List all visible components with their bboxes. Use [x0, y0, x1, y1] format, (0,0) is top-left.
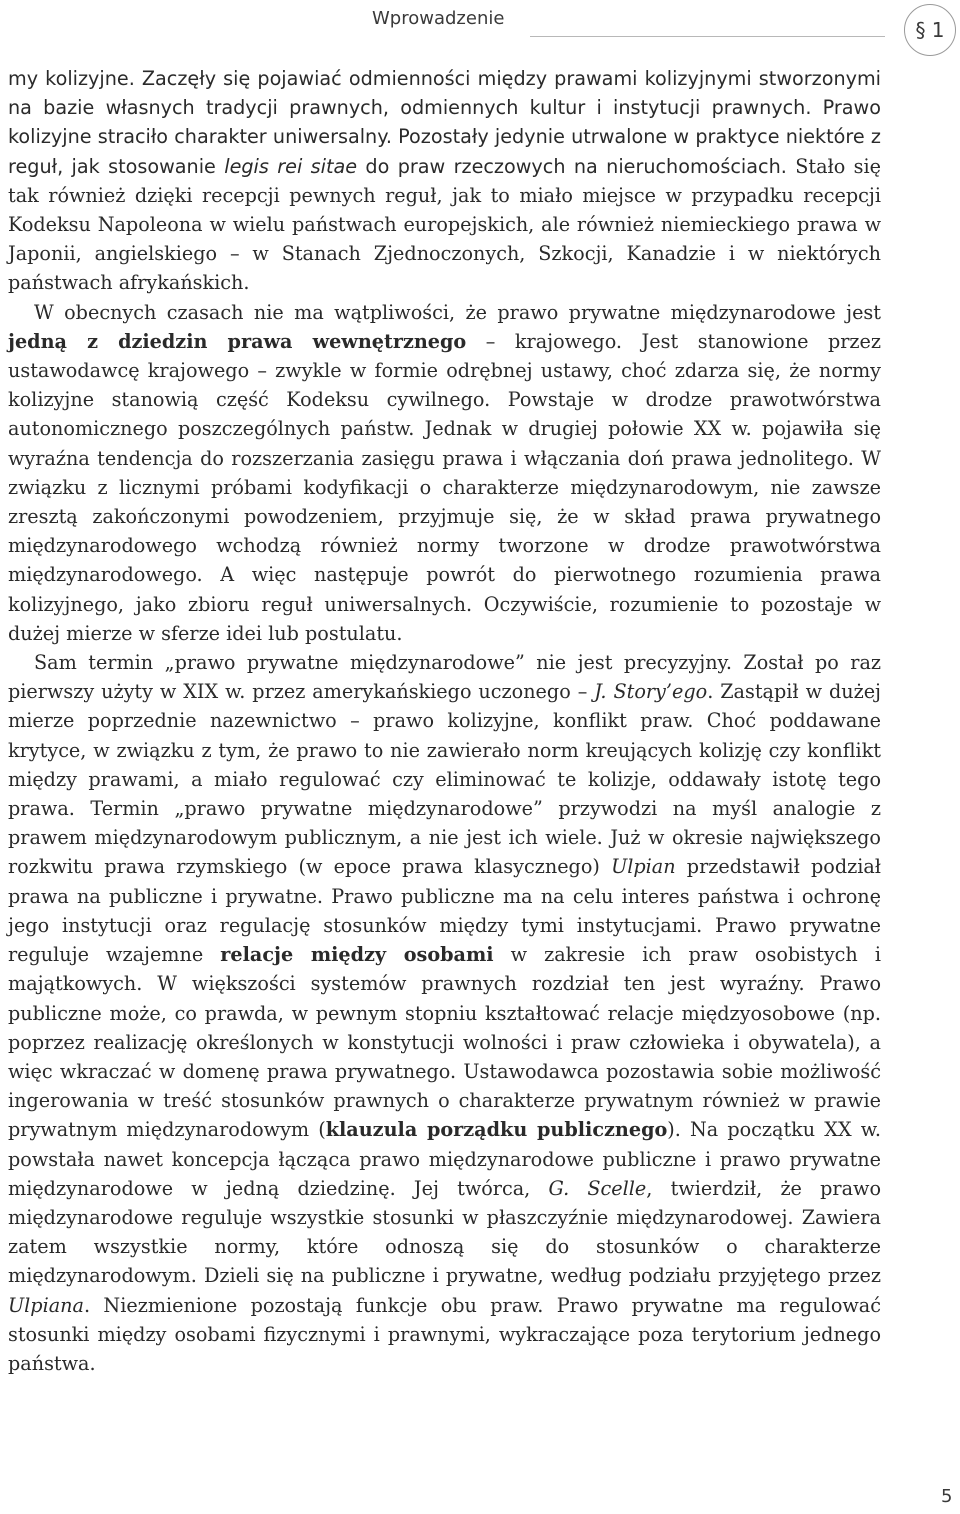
- text-run: ). Na początku XX w. powstała nawet koncepcja łącząca prawo międzynarodowe publiczne i prawo prywatne międzynarodowe w jedną dziedzinę. Jej twórca,: [8, 1118, 881, 1200]
- bold-term: relacje między osobami: [220, 943, 494, 967]
- text-run: . Niezmienione pozostają funkcje obu praw. Prawo prywatne ma regulować stosunki między osobami fizycznymi i prawnymi, wykraczające poza terytorium jednego państwa.: [8, 1293, 881, 1375]
- header-rule: [530, 36, 885, 37]
- text-run-serif: Stało się tak również dzięki recepcji pewnych reguł, jak to miało miejsce w przypadku recepcji Kodeksu Napoleona w wielu państwach europejskich, ale również niemieckiego prawa w Japonii, angielskiego – w Stanach Zjednoczonych, Szkocji, Kanadzie i w niektórych państwach afrykańskich.: [8, 154, 881, 295]
- text-run: . Zastąpił w dużej mierze poprzednie nazewnictwo – prawo kolizyjne, konflikt praw. Choć poddawane krytyce, w związku z tym, że prawo to nie zawierało norm kreujących kolizję czy konflikt między prawami, a miało regulować czy eliminować te kolizje, oddawały istotę tego prawa. Termin „prawo prywatne międzynarodowe” przywodzi na myśl analogie z prawem międzynarodowym publicznym, a nie jest ich wiele. Już w okresie największego rozkwitu prawa rzymskiego (w epoce prawa klasycznego): [8, 680, 881, 879]
- text-run: do praw rzeczowych na nieruchomościach.: [357, 154, 796, 178]
- page-number: 5: [941, 1486, 953, 1507]
- text-run: Sam termin „prawo prywatne międzynarodowe” nie jest precyzyjny. Został po raz pierwszy użyty w XIX w. przez amerykańskiego uczonego –: [8, 651, 881, 704]
- text-run: my kolizyjne. Zaczęły się pojawiać odmienności między prawami kolizyjnymi stworzonymi na bazie własnych tradycji prawnych, odmiennych kultur i instytucji prawnych. Prawo kolizyjne straciło charakter uniwersalny. Pozostały jedynie utrwalone w praktyce niektóre z reguł, jak stosowanie: [8, 67, 881, 178]
- section-badge: § 1: [904, 4, 956, 56]
- person-name: J. Story’ego: [594, 680, 708, 704]
- bold-term: klauzula porządku publicznego: [325, 1118, 668, 1142]
- bold-term: jedną z dziedzin prawa wewnętrznego: [8, 329, 467, 353]
- person-name: Ulpiana: [8, 1293, 84, 1317]
- body-text: [8, 64, 881, 1378]
- text-run: W obecnych czasach nie ma wątpliwości, że prawo prywatne międzynarodowe jest: [34, 300, 881, 324]
- text-run: przedstawił podział prawa na publiczne i prywatne. Prawo publiczne ma na celu interes państwa i ochronę jego instytucji oraz regulację stosunków między tymi instytucjami. Prawo prywatne reguluje wzajemne: [8, 855, 882, 967]
- paragraph-2: [8, 298, 881, 648]
- latin-term: legis rei sitae: [224, 154, 358, 178]
- person-name: Ulpian: [611, 855, 676, 879]
- paragraph-1: [8, 64, 881, 298]
- text-run: w zakresie ich praw osobistych i majątkowych. W większości systemów prawnych rozdział ten jest wyraźny. Prawo publiczne może, co prawda, w pewnym stopniu kształtować relacje międzyosobowe (np. poprzez realizację określonych w konstytucji wolności i praw człowieka i obywatela), a więc wkraczać w domenę prawa prywatnego. Ustawodawca pozostawia sobie możliwość ingerowania w treść stosunków prawnych o charakterze prywatnym również w prawie prywatnym międzynarodowym (: [8, 943, 881, 1142]
- running-header-title: Wprowadzenie: [372, 8, 505, 29]
- text-run: , twierdził, że prawo międzynarodowe reguluje wszystkie stosunki w płaszczyźnie międzynarodowej. Zawiera zatem wszystkie normy, które odnoszą się do stosunków o charakterze międzynarodowym. Dzieli się na publiczne i prywatne, według podziału przyjętego przez: [8, 1176, 881, 1288]
- text-run: – krajowego. Jest stanowione przez ustawodawcę krajowego – zwykle w formie odrębnej ustawy, choć zdarza się, że normy kolizyjne stanowią część Kodeksu cywilnego. Powstaje w drodze prawotwórstwa autonomicznego poszczególnych państw. Jednak w drugiej połowie XX w. pojawiła się wyraźna tendencja do rozszerzania zasięgu prawa i włączania doń prawa jednolitego. W związku z licznymi próbami kodyfikacji o charakterze międzynarodowym, nie zawsze zresztą zakończonymi powodzeniem, przyjmuje się, że w skład prawa prywatnego międzynarodowego wchodzą również normy tworzone w drodze prawotwórstwa międzynarodowego. A więc następuje powrót do pierwotnego rozumienia prawa kolizyjnego, jako zbioru reguł uniwersalnych. Oczywiście, rozumienie to pozostaje w dużej mierze w sferze idei lub postulatu.: [8, 329, 881, 645]
- person-name: G. Scelle: [548, 1176, 647, 1200]
- paragraph-3: [8, 648, 881, 1378]
